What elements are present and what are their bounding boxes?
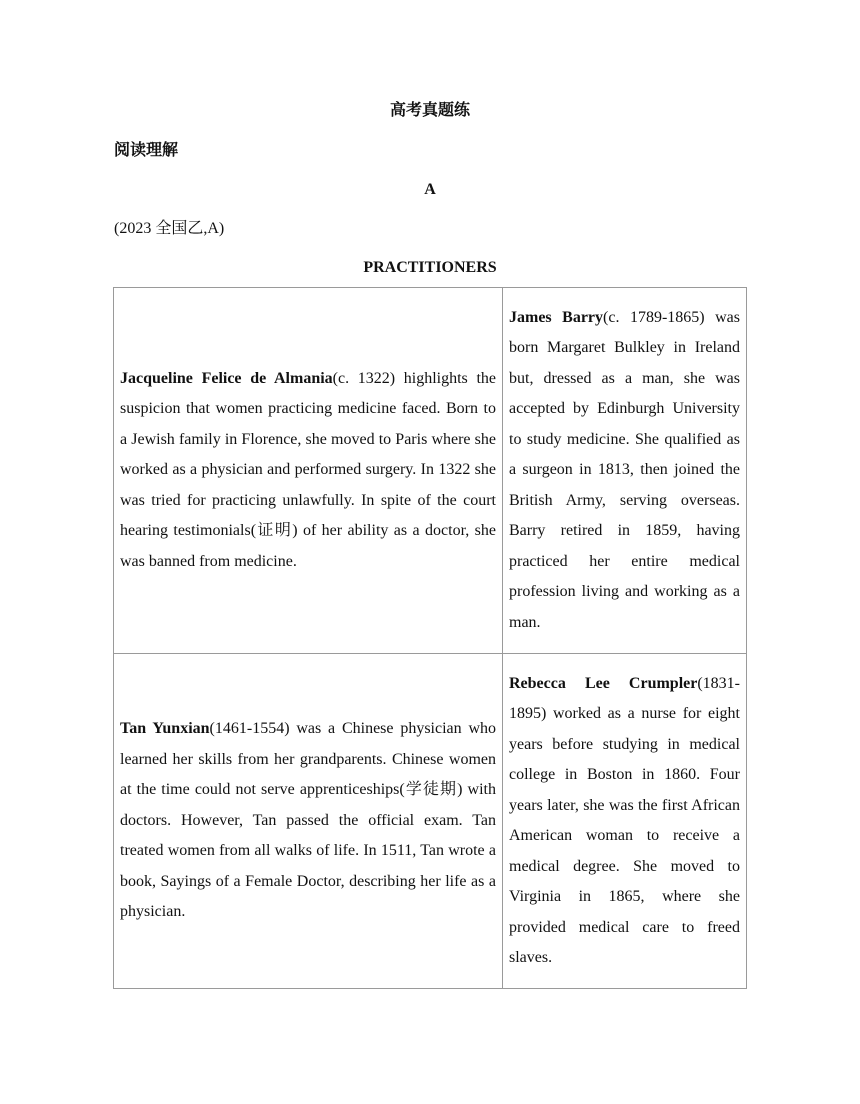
practitioner-description: (c. 1322) highlights the suspicion that women practicing medicine faced. Born to a Jewish family in Florence, she moved to Paris where she worked as a physician and performed surgery. In 1322 she was tried for practicing unlawfully. In spite of the court hearing testimonials(证明) of her ability as a doctor, she was banned from medicine.: [120, 369, 496, 570]
practitioners-table: [113, 287, 747, 989]
practitioner-name: James Barry: [509, 308, 604, 326]
source-citation: (2023 全国乙,A): [114, 220, 225, 237]
practitioner-description: (1831-1895) worked as a nurse for eight years before studying in medical college in Boston in 1860. Four years later, she was the first African American woman to receive a medical degree. She moved to Virginia in 1865, where she provided medical care to freed slaves.: [509, 674, 740, 966]
passage-label: A: [424, 181, 436, 198]
practitioner-name: Jacqueline Felice de Almania: [120, 369, 333, 387]
practitioner-name: Tan Yunxian: [120, 720, 210, 738]
table-heading: PRACTITIONERS: [363, 259, 497, 276]
table-cell: [114, 654, 503, 989]
table-row: [114, 288, 747, 654]
table-cell: [503, 654, 747, 989]
practitioner-name: Rebecca Lee Crumpler: [509, 674, 698, 692]
practitioner-description: (c. 1789-1865) was born Margaret Bulkley in Ireland but, dressed as a man, she was accepted by Edinburgh University to study medicine. She qualified as a surgeon in 1813, then joined the British Army, serving overseas. Barry retired in 1859, having practiced her entire medical profession living and working as a man.: [509, 308, 740, 631]
table-cell: [114, 288, 503, 654]
practitioner-description: (1461-1554) was a Chinese physician who learned her skills from her grandparents. Chinese women at the time could not serve apprenticeships(学徒期) with doctors. However, Tan passed the official exam. Tan treated women from all walks of life. In 1511, Tan wrote a book, Sayings of a Female Doctor, describing her life as a physician.: [120, 720, 496, 921]
section-label: 阅读理解: [114, 142, 179, 159]
table-cell: [503, 288, 747, 654]
page-title: 高考真题练: [389, 102, 470, 119]
table-row: [114, 654, 747, 989]
